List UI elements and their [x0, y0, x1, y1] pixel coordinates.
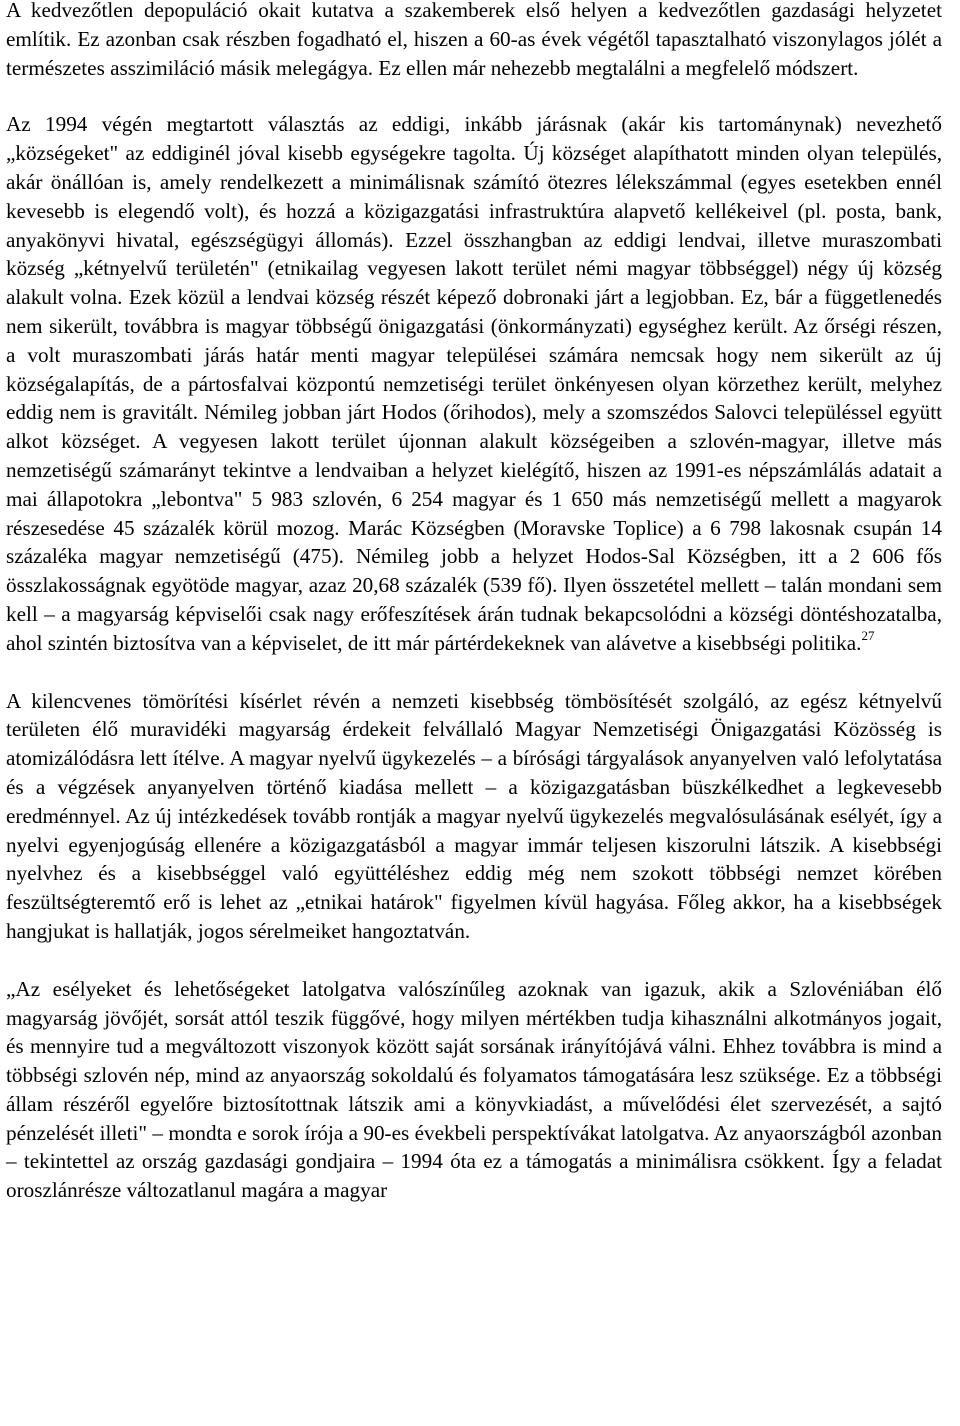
paragraph-election-1994: [6, 110, 942, 657]
footnote-marker[interactable]: 27: [861, 627, 875, 643]
paragraph-text: A kedvezőtlen depopuláció okait kutatva a szakemberek első helyen a kedvezőtlen gazdasági helyzetet említik. Ez azonban csak részben fogadható el, hiszen a 60-as évek végétől tapasztalható viszonylagos jólét a természetes asszimiláció másik melegágya. Ez ellen már nehezebb megtalálni a megfelelő módszert.: [6, 0, 942, 80]
paragraph-text: „Az esélyeket és lehetőségeket latolgatva valószínűleg azoknak van igazuk, akik a Szlovéniában élő magyarság jövőjét, sorsát attól teszik függővé, hogy milyen mértékben tudja kihasználni alkotmányos jogait, és mennyire tud a megváltozott viszonyok között saját sorsának irányítójává válni. Ehhez továbbra is mind a többségi szlovén nép, mind az anyaország sokoldalú és folyamatos támogatására lesz szüksége. Ez a többségi állam részéről egyelőre biztosítottnak látszik ami a könyvkiadást, a művelődési élet szervezését, a sajtó pénzelését illeti" – mondta e sorok írója a 90-es évekbeli perspektívákat latolgatva. Az anyaországból azonban – tekintettel az ország gazdasági gondjaira – 1994 óta ez a támogatás a minimálisra csökkent. Így a feladat oroszlánrésze változatlanul magára a magyar: [6, 976, 942, 1203]
paragraph-text: Az 1994 végén megtartott választás az eddigi, inkább járásnak (akár kis tartománynak) nevezhető „községeket" az eddiginél jóval kisebb egységekre tagolta. Új községet alapíthatott minden olyan település, akár önállóan is, amely rendelkezett a minimálisnak számító ötezres lélekszámmal (egyes esetekben ennél kevesebb is elegendő volt), és hozzá a közigazgatási infrastruktúra alapvető kellékeivel (pl. posta, bank, anyakönyvi hivatal, egészségügyi állomás). Ezzel összhangban az eddigi lendvai, illetve muraszombati község „kétnyelvű területén" (etnikailag vegyesen lakott terület némi magyar többséggel) négy új község alakult volna. Ezek közül a lendvai község részét képező dobronaki járt a legjobban. Ez, bár a függetlenedés nem sikerült, továbbra is magyar többségű önigazgatási (önkormányzati) egységhez került. Az őrségi részen, a volt muraszombati járás határ menti magyar települései számára nemcsak hogy nem sikerült az új községalapítás, de a pártosfalvai központú nemzetiségi terület önkényesen olyan körzethez került, melyhez eddig nem is gravitált. Némileg jobban járt Hodos (őrihodos), mely a szomszédos Salovci településsel együtt alkot községet. A vegyesen lakott terület újonnan alakult községeiben a szlovén-magyar, illetve más nemzetiségű számarányt tekintve a lendvaiban a helyzet kielégítő, hiszen az 1991-es népszámlálás adatait a mai állapotokra „lebontva" 5 983 szlovén, 6 254 magyar és 1 650 más nemzetiségű mellett a magyarok részesedése 45 százalék körül mozog. Marác Községben (Moravske Toplice) a 6 798 lakosnak csupán 14 százaléka magyar nemzetiségű (475). Némileg jobb a helyzet Hodos-Sal Községben, itt a 2 606 fős összlakosságnak egyötöde magyar, azaz 20,68 százalék (539 fő). Ilyen összetétel mellett – talán mondani sem kell – a magyarság képviselői csak nagy erőfeszítések árán tudnak bekapcsolódni a községi döntéshozatalba, ahol szintén biztosítva van a képviselet, de itt már pártérdekeknek van alávetve a kisebbségi politika.: [6, 112, 942, 655]
paragraph-text: A kilencvenes tömörítési kísérlet révén a nemzeti kisebbség tömbösítését szolgáló, az egész kétnyelvű területen élő muravidéki magyarság érdekeit felvállaló Magyar Nemzetiségi Önigazgatási Közösség is atomizálódásra lett ítélve. A magyar nyelvű ügykezelés – a bírósági tárgyalások anyanyelven való lefolytatása és a végzések anyanyelven történő kiadása mellett – a közigazgatásban büszkélkedhet a legkevesebb eredménnyel. Az új intézkedések tovább rontják a magyar nyelvű ügykezelés megvalósulásának esélyét, így a nyelvi egyenjogúság ellenére a közigazgatásból a magyar immár teljesen kiszorulni látszik. A kisebbségi nyelvhez és a kisebbséggel való együttéléshez eddig még nem szokott többségi nemzet körében feszültségteremtő erő is lehet az „etnikai határok" figyelmen kívül hagyása. Főleg akkor, ha a kisebbségek hangjukat is hallatják, jogos sérelmeiket hangoztatván.: [6, 688, 942, 943]
paragraph-consolidation: [6, 687, 942, 946]
paragraph-depopulation: [6, 0, 942, 82]
paragraph-quote: [6, 975, 942, 1205]
